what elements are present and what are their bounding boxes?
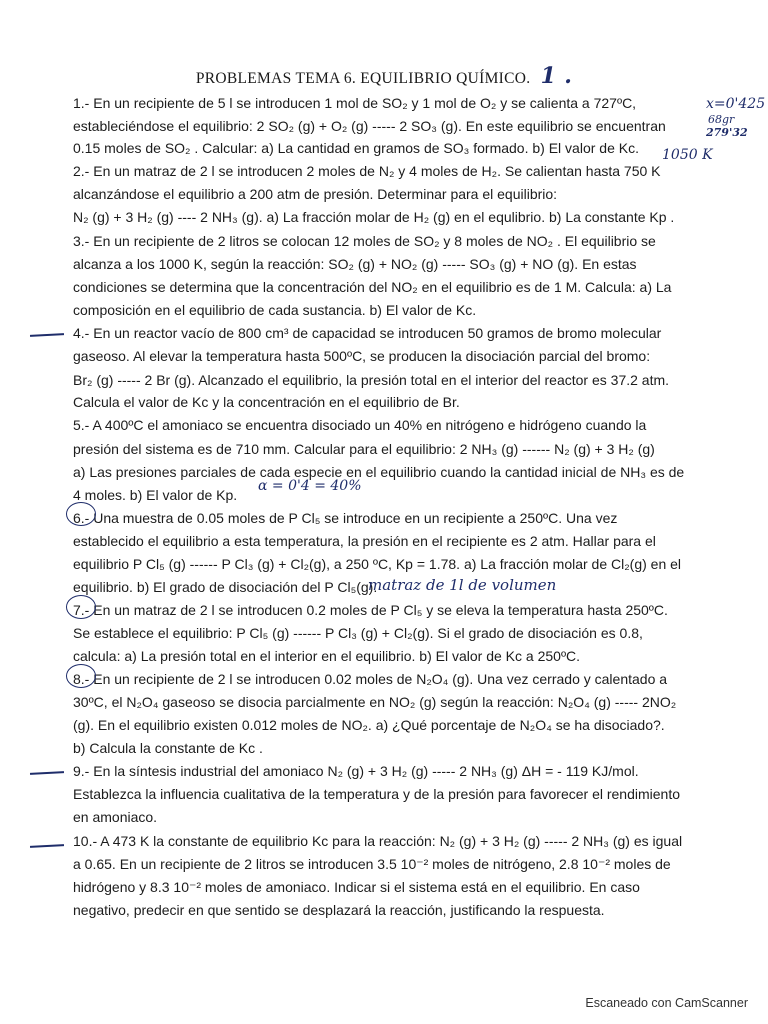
handwritten-note: 279'32 xyxy=(706,126,748,139)
text-line: establecido el equilibrio a esta temperatura, la presión en el recipiente es 2 atm. Hallar para el xyxy=(73,533,656,549)
handwritten-circle xyxy=(66,502,96,526)
text-line: 4.- En un reactor vacío de 800 cm³ de capacidad se introducen 50 gramos de bromo molecular xyxy=(73,325,662,341)
text-line: b) Calcula la constante de Kc . xyxy=(73,740,263,756)
text-line: equilibrio. b) El grado de disociación del P Cl₅(g). xyxy=(73,579,378,595)
text-line: negativo, predecir en que sentido se desplazará la reacción, justificando la respuesta. xyxy=(73,902,605,918)
text-line: 8.- En un recipiente de 2 l se introducen 0.02 moles de N₂O₄ (g). Una vez cerrado y calentado a xyxy=(73,671,668,687)
text-line: a 0.65. En un recipiente de 2 litros se introducen 3.5 10⁻² moles de nitrógeno, 2.8 10⁻² moles de xyxy=(73,856,671,872)
text-line: 2.- En un matraz de 2 l se introducen 2 moles de N₂ y 4 moles de H₂. Se calientan hasta 750 K xyxy=(73,163,661,179)
handwritten-page-number: 1 . xyxy=(540,63,573,89)
text-line: 7.- En un matraz de 2 l se introducen 0.2 moles de P Cl₅ y se eleva la temperatura hasta 250ºC. xyxy=(73,602,668,618)
text-line: Calcula el valor de Kc y la concentración en el equilibrio de Br. xyxy=(73,394,460,410)
handwritten-note: 1050 K xyxy=(662,147,713,163)
text-line: alcanzándose el equilibrio a 200 atm de presión. Determinar para el equilibrio: xyxy=(73,186,558,202)
text-line: a) Las presiones parciales de cada especie en el equilibrio cuando la cantidad inicial de NH₃ es de xyxy=(73,464,685,480)
handwritten-note: 68gr xyxy=(708,113,735,126)
text-line: equilibrio P Cl₅ (g) ------ P Cl₃ (g) + Cl₂(g), a 250 ºC, Kp = 1.78. a) La fracción molar de Cl₂(g) en el xyxy=(73,556,682,572)
text-line: Se establece el equilibrio: P Cl₅ (g) ------ P Cl₃ (g) + Cl₂(g). Si el grado de disociación es 0.8, xyxy=(73,625,643,641)
text-line: presión del sistema es de 710 mm. Calcular para el equilibrio: 2 NH₃ (g) ------ N₂ (g) + 3 H₂ (g) xyxy=(73,441,655,457)
text-line: Establezca la influencia cualitativa de la temperatura y de la presión para favorecer el rendimiento xyxy=(73,786,681,802)
text-line: estableciéndose el equilibrio: 2 SO₂ (g) + O₂ (g) ----- 2 SO₃ (g). En este equilibrio se encuentran xyxy=(73,118,666,134)
text-line: 0.15 moles de SO₂ . Calcular: a) La cantidad en gramos de SO₃ formado. b) El valor de Kc. xyxy=(73,140,639,156)
text-line: gaseoso. Al elevar la temperatura hasta 500ºC, se producen la disociación parcial del bromo: xyxy=(73,348,651,364)
text-line: 3.- En un recipiente de 2 litros se colocan 12 moles de SO₂ y 8 moles de NO₂ . El equilibrio se xyxy=(73,233,656,249)
handwritten-note: matraz de 1l de volumen xyxy=(368,576,557,594)
scanner-watermark: Escaneado con CamScanner xyxy=(585,996,748,1010)
text-line: 30ºC, el N₂O₄ gaseoso se disocia parcialmente en NO₂ (g) según la reacción: N₂O₄ (g) ----- 2NO₂ xyxy=(73,694,677,710)
text-line: alcanza a los 1000 K, según la reacción: SO₂ (g) + NO₂ (g) ----- SO₃ (g) + NO (g). En estas xyxy=(73,256,637,272)
text-line: 6.- Una muestra de 0.05 moles de P Cl₅ se introduce en un recipiente a 250ºC. Una vez xyxy=(73,510,618,526)
text-line: (g). En el equilibrio existen 0.012 moles de NO₂. a) ¿Qué porcentaje de N₂O₄ se ha disociado?. xyxy=(73,717,665,733)
handwritten-circle xyxy=(66,595,96,619)
text-line: 4 moles. b) El valor de Kp. xyxy=(73,487,238,503)
text-line: 1.- En un recipiente de 5 l se introducen 1 mol de SO₂ y 1 mol de O₂ y se calienta a 727ºC, xyxy=(73,95,637,111)
text-line: 9.- En la síntesis industrial del amoniaco N₂ (g) + 3 H₂ (g) ----- 2 NH₃ (g) ΔH = - 119 KJ/mol. xyxy=(73,763,639,779)
handwritten-circle xyxy=(66,664,96,688)
text-line: Br₂ (g) ----- 2 Br (g). Alcanzado el equilibrio, la presión total en el interior del reactor es 37.2 atm. xyxy=(73,372,670,388)
text-line: 10.- A 473 K la constante de equilibrio Kc para la reacción: N₂ (g) + 3 H₂ (g) ----- 2 NH₃ (g) es igual xyxy=(73,833,683,849)
handwritten-note: x=0'425 xyxy=(706,96,766,112)
text-line: composición en el equilibrio de cada sustancia. b) El valor de Kc. xyxy=(73,302,477,318)
text-line: en amoniaco. xyxy=(73,809,158,825)
title-text: PROBLEMAS TEMA 6. EQUILIBRIO QUÍMICO. xyxy=(195,70,531,87)
text-line: condiciones se determina que la concentración del NO₂ en el equilibrio es de 1 M. Calcula: a) La xyxy=(73,279,672,295)
text-line: 5.- A 400ºC el amoniaco se encuentra disociado un 40% en nitrógeno e hidrógeno cuando la xyxy=(73,417,647,433)
text-line: N₂ (g) + 3 H₂ (g) ---- 2 NH₃ (g). a) La fracción molar de H₂ (g) en el equlibrio. b) La constante Kp . xyxy=(73,209,675,225)
handwritten-note: α = 0'4 = 40% xyxy=(258,478,362,494)
text-line: calcula: a) La presión total en el interior en el equilibrio. b) El valor de Kc a 250ºC. xyxy=(73,648,581,664)
text-line: hidrógeno y 8.3 10⁻² moles de amoniaco. Indicar si el sistema está en el equilibrio. En caso xyxy=(73,879,640,895)
